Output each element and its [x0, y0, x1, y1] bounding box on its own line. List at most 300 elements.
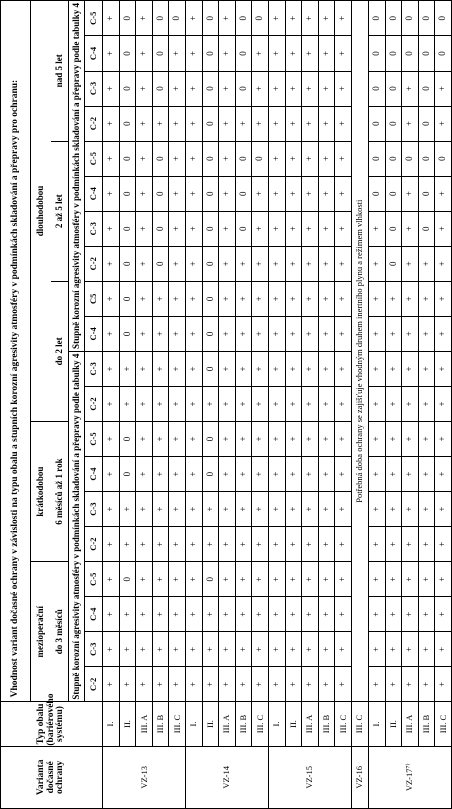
suitability-cell: + — [103, 597, 120, 632]
suitability-cell: + — [169, 562, 186, 597]
suitability-cell: + — [368, 351, 385, 386]
suitability-cell: + — [368, 667, 385, 702]
suitability-cell: + — [185, 106, 202, 141]
suitability-cell: 0 — [202, 351, 219, 386]
suitability-cell: 0 — [402, 36, 419, 71]
suitability-cell: + — [385, 281, 402, 316]
suitability-cell: + — [368, 246, 385, 281]
suitability-cell: 0 — [435, 1, 452, 36]
suitability-cell: + — [136, 562, 153, 597]
suitability-cell: + — [169, 281, 186, 316]
suitability-cell: + — [335, 141, 352, 176]
class-header: C-2 — [85, 106, 103, 141]
suitability-cell: + — [402, 562, 419, 597]
suitability-cell: + — [219, 527, 236, 562]
suitability-cell: + — [268, 386, 285, 421]
suitability-cell: 0 — [202, 246, 219, 281]
suitability-cell: + — [169, 457, 186, 492]
suitability-cell: + — [302, 71, 319, 106]
suitability-cell: + — [136, 246, 153, 281]
suitability-cell: 0 — [169, 1, 186, 36]
suitability-cell: 0 — [119, 36, 136, 71]
suitability-cell: + — [152, 562, 169, 597]
suitability-cell: + — [202, 667, 219, 702]
suitability-cell: + — [402, 351, 419, 386]
suitability-cell: + — [136, 667, 153, 702]
suitability-cell: + — [335, 421, 352, 456]
suitability-cell: 0 — [385, 211, 402, 246]
suitability-cell: 0 — [418, 1, 435, 36]
suitability-cell: + — [318, 36, 335, 71]
suitability-cell: 0 — [368, 71, 385, 106]
suitability-cell: + — [103, 492, 120, 527]
suitability-cell: + — [235, 562, 252, 597]
suitability-cell: + — [435, 176, 452, 211]
suitability-cell: + — [219, 667, 236, 702]
suitability-cell: 0 — [152, 36, 169, 71]
suitability-cell: + — [169, 527, 186, 562]
package-type: II. — [285, 702, 302, 746]
package-type: I. — [185, 702, 202, 746]
suitability-cell: + — [402, 632, 419, 667]
package-type: III. A — [136, 702, 153, 746]
suitability-cell: + — [368, 597, 385, 632]
suitability-cell: + — [318, 492, 335, 527]
table-row — [152, 1, 169, 809]
suitability-cell: + — [268, 211, 285, 246]
suitability-cell: + — [285, 211, 302, 246]
suitability-cell: + — [268, 1, 285, 36]
suitability-cell: 0 — [235, 211, 252, 246]
suitability-cell: + — [285, 667, 302, 702]
suitability-cell: + — [368, 211, 385, 246]
suitability-cell: + — [285, 527, 302, 562]
suitability-cell: + — [252, 71, 269, 106]
suitability-cell: + — [185, 527, 202, 562]
header-row-title — [1, 1, 31, 809]
suitability-cell: + — [136, 386, 153, 421]
header-title: Vhodnost variant dočasné ochrany v závislosti na typu obalu a stupních korozní agresivity atmosféry v podmínkách skladování a přepravy pro ochranu: — [1, 1, 31, 702]
suitability-cell: 0 — [152, 211, 169, 246]
duration-label: nad 5 let — [51, 1, 69, 142]
suitability-cell: + — [285, 36, 302, 71]
table-row — [418, 1, 435, 809]
suitability-cell: 0 — [119, 316, 136, 351]
package-type: III. B — [235, 702, 252, 746]
suitability-cell: 0 — [152, 71, 169, 106]
suitability-cell: + — [119, 492, 136, 527]
package-type: III. A — [402, 702, 419, 746]
suitability-cell: 0 — [152, 176, 169, 211]
suitability-cell: + — [302, 457, 319, 492]
suitability-cell: + — [185, 281, 202, 316]
suitability-cell: + — [268, 36, 285, 71]
suitability-cell: 0 — [385, 1, 402, 36]
suitability-cell: + — [302, 246, 319, 281]
suitability-cell: + — [219, 141, 236, 176]
suitability-cell: + — [235, 421, 252, 456]
suitability-cell: + — [235, 106, 252, 141]
suitability-cell: 0 — [119, 106, 136, 141]
suitability-cell: + — [302, 632, 319, 667]
suitability-cell: + — [335, 211, 352, 246]
suitability-cell: + — [136, 421, 153, 456]
suitability-cell: + — [252, 246, 269, 281]
class-header: C-3 — [85, 492, 103, 527]
suitability-cell: + — [302, 281, 319, 316]
suitability-cell: + — [418, 562, 435, 597]
suitability-cell: + — [335, 316, 352, 351]
suitability-cell: + — [285, 457, 302, 492]
class-header: C-3 — [85, 351, 103, 386]
suitability-cell: + — [235, 351, 252, 386]
package-type: III. C — [335, 702, 352, 746]
suitability-cell: 0 — [202, 281, 219, 316]
suitability-cell: 0 — [435, 141, 452, 176]
suitability-cell: + — [185, 597, 202, 632]
suitability-cell: + — [318, 562, 335, 597]
suitability-cell: + — [252, 527, 269, 562]
suitability-cell: + — [318, 316, 335, 351]
suitability-cell: + — [302, 492, 319, 527]
suitability-cell: + — [103, 176, 120, 211]
suitability-cell: 0 — [385, 246, 402, 281]
suitability-cell: + — [103, 316, 120, 351]
suitability-cell: + — [302, 141, 319, 176]
suitability-cell: + — [435, 492, 452, 527]
suitability-cell: 0 — [152, 1, 169, 36]
suitability-cell: + — [402, 211, 419, 246]
suitability-cell: + — [435, 632, 452, 667]
package-type: I. — [368, 702, 385, 746]
header-row-stupne — [69, 1, 85, 809]
header-variant: Varianta dočasné ochrany — [1, 746, 103, 808]
suitability-cell: + — [219, 211, 236, 246]
suitability-cell: 0 — [235, 141, 252, 176]
suitability-cell: + — [418, 667, 435, 702]
table-row — [318, 1, 335, 809]
suitability-cell: + — [268, 316, 285, 351]
table-row — [335, 1, 352, 809]
class-header: C-5 — [85, 1, 103, 36]
suitability-cell: + — [219, 386, 236, 421]
suitability-cell: + — [202, 527, 219, 562]
package-type: II. — [385, 702, 402, 746]
suitability-cell: + — [136, 632, 153, 667]
duration-label: do 3 měsíců — [51, 562, 69, 702]
suitability-cell: + — [103, 211, 120, 246]
suitability-cell: 0 — [202, 457, 219, 492]
suitability-cell: + — [335, 492, 352, 527]
suitability-cell: 0 — [119, 141, 136, 176]
group-label-dlouhodobou: dlouhodobou — [31, 1, 51, 422]
suitability-cell: + — [302, 421, 319, 456]
suitability-cell: + — [402, 106, 419, 141]
suitability-cell: + — [335, 597, 352, 632]
suitability-cell: + — [318, 211, 335, 246]
suitability-cell: 0 — [119, 246, 136, 281]
suitability-cell: 0 — [385, 176, 402, 211]
suitability-cell: + — [169, 106, 186, 141]
suitability-cell: + — [418, 351, 435, 386]
suitability-cell: + — [235, 667, 252, 702]
suitability-cell: + — [285, 492, 302, 527]
suitability-cell: + — [335, 527, 352, 562]
suitability-cell: + — [103, 351, 120, 386]
class-header: C-2 — [85, 667, 103, 702]
table-row — [252, 1, 269, 809]
suitability-cell: + — [435, 667, 452, 702]
suitability-cell: 0 — [202, 176, 219, 211]
suitability-cell: + — [152, 351, 169, 386]
suitability-cell: + — [152, 492, 169, 527]
suitability-cell: + — [418, 421, 435, 456]
package-type: I. — [103, 702, 120, 746]
suitability-cell: 0 — [119, 562, 136, 597]
suitability-cell: + — [368, 457, 385, 492]
suitability-cell: + — [185, 492, 202, 527]
table-row — [169, 1, 186, 809]
suitability-cell: + — [252, 457, 269, 492]
suitability-cell: + — [418, 527, 435, 562]
suitability-cell: + — [252, 36, 269, 71]
suitability-cell: + — [119, 351, 136, 386]
suitability-cell: + — [219, 457, 236, 492]
suitability-cell: + — [318, 281, 335, 316]
suitability-cell: + — [219, 176, 236, 211]
suitability-cell: + — [169, 316, 186, 351]
package-type: III. A — [219, 702, 236, 746]
suitability-cell: + — [402, 597, 419, 632]
suitability-cell: + — [268, 457, 285, 492]
suitability-cell: + — [318, 351, 335, 386]
suitability-cell: + — [335, 457, 352, 492]
suitability-cell: + — [152, 281, 169, 316]
suitability-cell: + — [268, 106, 285, 141]
suitability-cell: + — [418, 281, 435, 316]
suitability-cell: + — [136, 211, 153, 246]
suitability-cell: + — [385, 316, 402, 351]
suitability-cell: + — [285, 597, 302, 632]
suitability-cell: + — [402, 246, 419, 281]
suitability-cell: + — [136, 281, 153, 316]
suitability-cell: + — [185, 632, 202, 667]
suitability-cell: + — [202, 386, 219, 421]
suitability-cell: + — [119, 527, 136, 562]
suitability-cell: 0 — [418, 71, 435, 106]
suitability-cell: + — [285, 562, 302, 597]
suitability-cell: + — [402, 386, 419, 421]
suitability-cell: + — [152, 316, 169, 351]
suitability-cell: + — [268, 492, 285, 527]
suitability-cell: + — [335, 351, 352, 386]
suitability-cell: 0 — [202, 562, 219, 597]
suitability-cell: + — [335, 246, 352, 281]
suitability-cell: 0 — [418, 211, 435, 246]
table-row — [268, 1, 285, 809]
suitability-cell: + — [302, 106, 319, 141]
class-header: C-3 — [85, 632, 103, 667]
suitability-cell: + — [136, 176, 153, 211]
suitability-cell: + — [252, 492, 269, 527]
suitability-cell: + — [136, 457, 153, 492]
suitability-cell: + — [268, 667, 285, 702]
suitability-cell: + — [435, 211, 452, 246]
suitability-cell: + — [103, 281, 120, 316]
suitability-cell: + — [219, 421, 236, 456]
suitability-cell: + — [368, 562, 385, 597]
suitability-cell: + — [302, 1, 319, 36]
class-header: C-4 — [85, 316, 103, 351]
suitability-cell: 0 — [119, 176, 136, 211]
suitability-cell: + — [285, 1, 302, 36]
suitability-cell: 0 — [235, 176, 252, 211]
suitability-cell: + — [169, 351, 186, 386]
table-row — [185, 1, 202, 809]
variant-label: VZ-14 — [185, 746, 268, 808]
group-label-mezioperacni: mezioperační — [31, 562, 51, 702]
suitability-cell: + — [418, 386, 435, 421]
suitability-cell: + — [402, 421, 419, 456]
suitability-cell: + — [368, 492, 385, 527]
suitability-cell: + — [219, 71, 236, 106]
suitability-cell: + — [252, 281, 269, 316]
suitability-cell: + — [368, 386, 385, 421]
suitability-cell: + — [235, 457, 252, 492]
class-header: C-4 — [85, 457, 103, 492]
package-type: I. — [268, 702, 285, 746]
group-label-kratkodobou: krátkodobou — [31, 421, 51, 561]
suitability-cell: 0 — [119, 71, 136, 106]
suitability-cell: + — [435, 386, 452, 421]
package-type: II. — [202, 702, 219, 746]
suitability-cell: + — [185, 421, 202, 456]
header-row-durations — [51, 1, 69, 809]
suitability-cell: + — [335, 281, 352, 316]
suitability-cell: 0 — [202, 36, 219, 71]
suitability-cell: + — [368, 527, 385, 562]
table-row — [368, 1, 385, 809]
suitability-cell: + — [268, 632, 285, 667]
suitability-cell: 0 — [235, 1, 252, 36]
class-header: C-4 — [85, 36, 103, 71]
suitability-cell: + — [252, 351, 269, 386]
stupne-label-b: Stupně korozní agresivity atmosféry v podmínkách skladování a přepravy podle tabulky 4 — [69, 1, 85, 352]
suitability-cell: + — [302, 36, 319, 71]
suitability-cell: + — [235, 597, 252, 632]
suitability-cell: + — [219, 632, 236, 667]
suitability-cell: 0 — [402, 1, 419, 36]
suitability-cell: + — [335, 562, 352, 597]
vz16-note: Potřebná doba ochrany se zajišťuje vhodným druhem inertního plynu a režimem vlhkosti — [351, 1, 368, 702]
suitability-cell: + — [385, 527, 402, 562]
suitability-cell: 0 — [252, 1, 269, 36]
table-row — [219, 1, 236, 809]
suitability-cell: + — [435, 316, 452, 351]
variant-label: VZ-13 — [103, 746, 186, 808]
class-header: C-2 — [85, 527, 103, 562]
table-row — [302, 1, 319, 809]
header-package-type: Typ obalu (bariérového systému) — [1, 702, 103, 746]
suitability-cell: + — [285, 176, 302, 211]
suitability-cell: + — [169, 176, 186, 211]
table-row — [119, 1, 136, 809]
suitability-cell: + — [335, 1, 352, 36]
suitability-cell: + — [418, 316, 435, 351]
suitability-cell: + — [219, 562, 236, 597]
suitability-cell: + — [302, 562, 319, 597]
suitability-cell: + — [268, 141, 285, 176]
suitability-cell: + — [235, 246, 252, 281]
suitability-cell: + — [268, 421, 285, 456]
suitability-cell: + — [368, 632, 385, 667]
suitability-cell: + — [335, 106, 352, 141]
suitability-cell: 0 — [385, 71, 402, 106]
suitability-cell: + — [268, 351, 285, 386]
suitability-cell: + — [185, 562, 202, 597]
package-type: III. B — [418, 702, 435, 746]
suitability-cell: + — [235, 316, 252, 351]
suitability-cell: + — [185, 211, 202, 246]
suitability-cell: + — [285, 246, 302, 281]
duration-label: 6 měsíců až 1 rok — [51, 421, 69, 561]
suitability-cell: + — [402, 667, 419, 702]
suitability-cell: + — [435, 421, 452, 456]
suitability-cell: + — [136, 316, 153, 351]
suitability-cell: + — [185, 36, 202, 71]
suitability-cell: 0 — [385, 36, 402, 71]
suitability-cell: + — [252, 562, 269, 597]
suitability-cell: + — [185, 176, 202, 211]
suitability-cell: + — [385, 632, 402, 667]
suitability-cell: + — [402, 316, 419, 351]
suitability-cell: + — [285, 632, 302, 667]
table-row — [435, 1, 452, 809]
suitability-cell: 0 — [202, 106, 219, 141]
suitability-cell: + — [318, 141, 335, 176]
suitability-cell: + — [318, 667, 335, 702]
suitability-cell: + — [302, 316, 319, 351]
suitability-cell: + — [152, 386, 169, 421]
table-row — [136, 1, 153, 809]
class-header: C-5 — [85, 141, 103, 176]
suitability-cell: + — [252, 597, 269, 632]
suitability-cell: + — [435, 562, 452, 597]
suitability-cell: + — [103, 632, 120, 667]
suitability-cell: + — [268, 562, 285, 597]
suitability-cell: + — [285, 141, 302, 176]
suitability-cell: + — [418, 597, 435, 632]
suitability-cell: 0 — [385, 141, 402, 176]
duration-label: do 2 let — [51, 281, 69, 421]
suitability-cell: + — [318, 527, 335, 562]
suitability-cell: + — [185, 457, 202, 492]
suitability-cell: + — [318, 597, 335, 632]
suitability-cell: 0 — [435, 36, 452, 71]
suitability-cell: + — [435, 246, 452, 281]
suitability-cell: + — [219, 36, 236, 71]
suitability-cell: + — [268, 246, 285, 281]
suitability-cell: + — [152, 421, 169, 456]
suitability-cell: + — [435, 597, 452, 632]
suitability-cell: 0 — [418, 176, 435, 211]
suitability-cell: + — [219, 316, 236, 351]
suitability-cell: + — [169, 36, 186, 71]
suitability-cell: + — [169, 597, 186, 632]
duration-label: 2 až 5 let — [51, 141, 69, 281]
suitability-cell: + — [103, 106, 120, 141]
suitability-cell: + — [136, 1, 153, 36]
